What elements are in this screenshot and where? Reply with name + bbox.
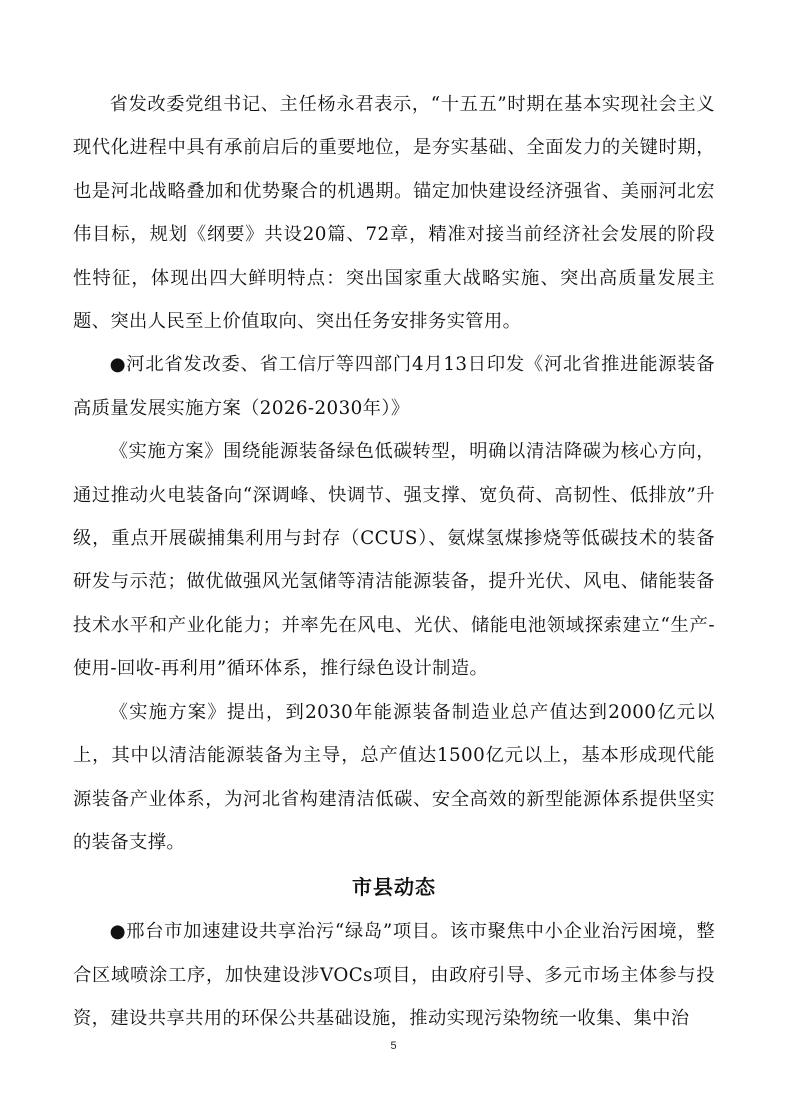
paragraph-leader-remarks: 省发改委党组书记、主任杨永君表示，“十五五”时期在基本实现社会主义现代化进程中具有承前启后的重要地位，是夯实基础、全面发力的关键时期，也是河北战略叠加和优势聚合的机遇期。锚定加快建设经济强省、美丽河北宏伟目标，规划《纲要》共设20篇、72章，精准对接当前经济社会发展的阶段性特征，体现出四大鲜明特点：突出国家重大战略实施、突出高质量发展主题、突出人民至上价值取向、突出任务安排务实管用。 [73, 94, 715, 333]
paragraph-plan-targets: 《实施方案》提出，到2030年能源装备制造业总产值达到2000亿元以上，其中以清洁能源装备为主导，总产值达1500亿元以上，基本形成现代能源装备产业体系，为河北省构建清洁低碳、安全高效的新型能源体系提供坚实的装备支撑。 [73, 701, 715, 853]
section-title: 市县动态 [352, 875, 436, 900]
paragraph-plan-direction: 《实施方案》围绕能源装备绿色低碳转型，明确以清洁降碳为核心方向，通过推动火电装备向“深调峰、快调节、强支撑、宽负荷、高韧性、低排放”升级，重点开展碳捕集利用与封存（CCUS）、氨煤氢煤掺烧等低碳技术的装备研发与示范；做优做强风光氢储等清洁能源装备，提升光伏、风电、储能装备技术水平和产业化能力；并率先在风电、光伏、储能电池领域探索建立“生产-使用-回收-再利用”循环体系，推行绿色设计制造。 [73, 441, 715, 680]
paragraph-city-news: ●邢台市加速建设共享治污“绿岛”项目。该市聚焦中小企业治污困境，整合区域喷涂工序，加快建设涉VOCs项目，由政府引导、多元市场主体参与投资，建设共享共用的环保公共基础设施，推动实现污染物统一收集、集中治 [73, 921, 715, 1030]
page-number: 5 [390, 1040, 397, 1052]
page-content [73, 83, 715, 1041]
paragraph-news-headline: ●河北省发改委、省工信厅等四部门4月13日印发《河北省推进能源装备高质量发展实施方案（2026-2030年）》 [73, 354, 715, 419]
